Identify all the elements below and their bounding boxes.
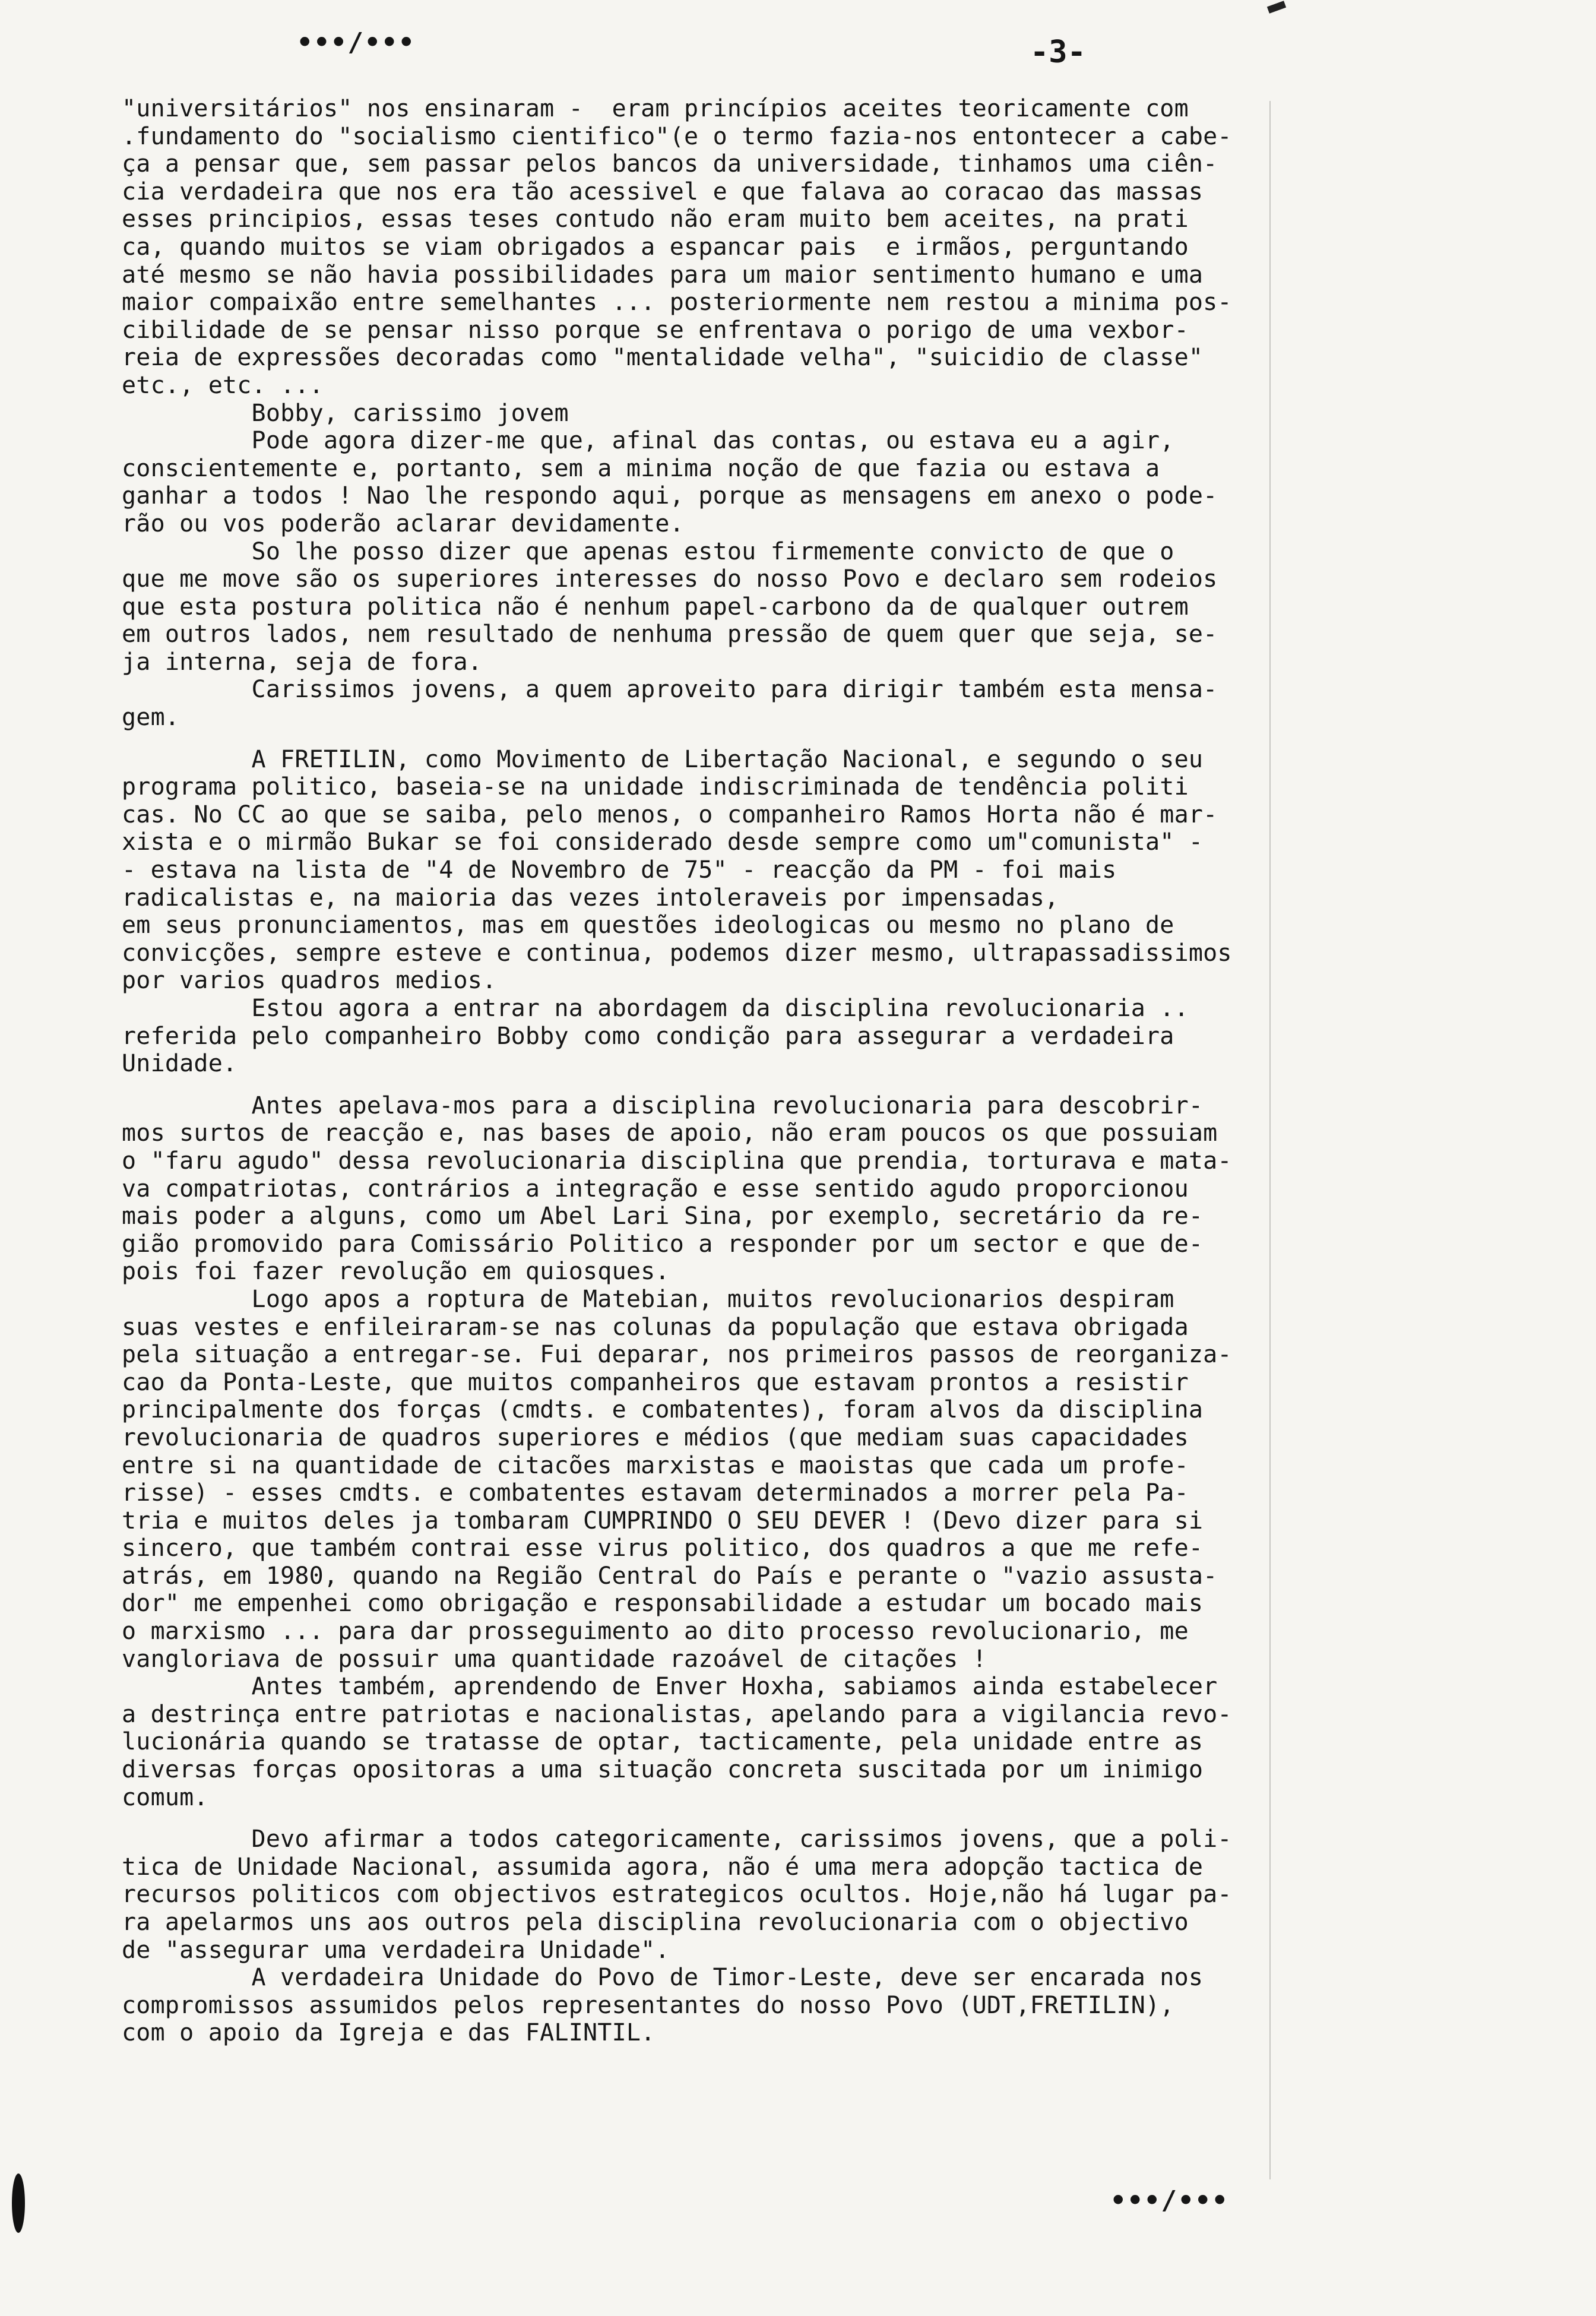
text-line: por varios quadros medios. [122, 967, 497, 995]
text-line: até mesmo se não havia possibilidades para um maior sentimento humano e uma [122, 261, 1204, 289]
text-line: A verdadeira Unidade do Povo de Timor-Leste, deve ser encarada nos [122, 1964, 1204, 1992]
text-line: rão ou vos poderão aclarar devidamente. [122, 510, 684, 537]
text-line: Carissimos jovens, a quem aproveito para dirigir também esta mensa- [122, 676, 1218, 704]
text-line: Devo afirmar a todos categoricamente, carissimos jovens, que a poli- [122, 1825, 1232, 1853]
text-line [122, 1811, 1487, 1825]
text-line: comum. [122, 1783, 208, 1811]
text-line: Unidade. [122, 1050, 238, 1078]
text-line: vangloriava de possuir uma quantidade razoável de citações ! [122, 1645, 987, 1673]
body-text [122, 95, 1487, 2047]
text-line: o marxismo ... para dar prosseguimento ao dito processo revolucionario, me [122, 1618, 1189, 1646]
text-line: - estava na lista de "4 de Novembro de 75" - reacção da PM - foi mais [122, 856, 1117, 884]
text-line: com o apoio da Igreja e das FALINTIL. [122, 2019, 656, 2047]
text-line: principalmente dos forças (cmdts. e combatentes), foram alvos da disciplina [122, 1396, 1204, 1424]
text-line: reia de expressões decoradas como "mentalidade velha", "suicidio de classe" [122, 344, 1204, 372]
text-line: lucionária quando se tratasse de optar, tacticamente, pela unidade entre as [122, 1728, 1204, 1756]
text-line: pela situação a entregar-se. Fui deparar, nos primeiros passos de reorganiza- [122, 1341, 1232, 1369]
text-line: etc., etc. ... [122, 371, 324, 399]
text-line: maior compaixão entre semelhantes ... posteriormente nem restou a minima pos- [122, 289, 1232, 317]
header-continuation-mark: •••/••• [297, 27, 416, 58]
text-line: "universitários" nos ensinaram - eram princípios aceites teoricamente com [122, 95, 1189, 122]
text-line: Pode agora dizer-me que, afinal das contas, ou estava eu a agir, [122, 427, 1174, 455]
text-line: .fundamento do "socialismo cientifico"(e o termo fazia-nos entontecer a cabe- [122, 122, 1232, 150]
text-line: A FRETILIN, como Movimento de Libertação Nacional, e segundo o seu [122, 745, 1204, 773]
text-line: ra apelarmos uns aos outros pela disciplina revolucionaria com o objectivo [122, 1909, 1189, 1936]
ink-blot [12, 2173, 25, 2233]
text-line: ja interna, seja de fora. [122, 648, 483, 676]
text-line: Antes apelava-mos para a disciplina revolucionaria para descobrir- [122, 1091, 1204, 1119]
page-number: -3- [1030, 34, 1086, 70]
text-line: risse) - esses cmdts. e combatentes estavam determinados a morrer pela Pa- [122, 1479, 1189, 1507]
text-line: a destrinça entre patriotas e nacionalistas, apelando para a vigilancia revo- [122, 1700, 1232, 1728]
text-line: em outros lados, nem resultado de nenhuma pressão de quem quer que seja, se- [122, 621, 1218, 648]
text-line: xista e o mirmão Bukar se foi considerado desde sempre como um"comunista" - [122, 828, 1204, 856]
text-line: atrás, em 1980, quando na Região Central do País e perante o "vazio assusta- [122, 1562, 1218, 1590]
text-line: Logo apos a roptura de Matebian, muitos revolucionarios despiram [122, 1285, 1174, 1313]
ink-mark [1267, 1, 1286, 14]
text-line: ca, quando muitos se viam obrigados a espancar pais e irmãos, perguntando [122, 233, 1189, 261]
text-line: em seus pronunciamentos, mas em questões ideologicas ou mesmo no plano de [122, 912, 1174, 939]
text-line: Antes também, aprendendo de Enver Hoxha, sabiamos ainda estabelecer [122, 1673, 1218, 1701]
text-line: So lhe posso dizer que apenas estou firmemente convicto de que o [122, 537, 1174, 565]
text-line: conscientemente e, portanto, sem a minima noção de que fazia ou estava a [122, 454, 1160, 482]
text-line: sincero, que também contrai esse virus politico, dos quadros a que me refe- [122, 1534, 1204, 1562]
text-line: radicalistas e, na maioria das vezes intoleraveis por impensadas, [122, 884, 1059, 912]
text-line: cao da Ponta-Leste, que muitos companheiros que estavam prontos a resistir [122, 1368, 1189, 1396]
footer-continuation-mark: •••/••• [1110, 2185, 1229, 2216]
text-line: que esta postura politica não é nenhum papel-carbono da de qualquer outrem [122, 593, 1189, 621]
text-line: ça a pensar que, sem passar pelos bancos da universidade, tinhamos uma ciên- [122, 150, 1218, 178]
text-line: tica de Unidade Nacional, assumida agora, não é uma mera adopção tactica de [122, 1853, 1204, 1881]
text-line: que me move são os superiores interesses do nosso Povo e declaro sem rodeios [122, 565, 1218, 593]
text-line: programa politico, baseia-se na unidade indiscriminada de tendência politi [122, 773, 1189, 801]
text-line: suas vestes e enfileiraram-se nas colunas da população que estava obrigada [122, 1313, 1189, 1341]
text-line: pois foi fazer revolução em quiosques. [122, 1258, 670, 1286]
text-line: mais poder a alguns, como um Abel Lari Sina, por exemplo, secretário da re- [122, 1203, 1204, 1230]
text-line: gem. [122, 704, 180, 732]
text-line: esses principios, essas teses contudo não eram muito bem aceites, na prati [122, 205, 1189, 233]
text-line: o "faru agudo" dessa revolucionaria disciplina que prendia, torturava e mata- [122, 1147, 1232, 1175]
text-line: recursos politicos com objectivos estrategicos ocultos. Hoje,não há lugar pa- [122, 1881, 1232, 1909]
text-line: diversas forças opositoras a uma situação concreta suscitada por um inimigo [122, 1756, 1204, 1784]
text-line: cia verdadeira que nos era tão acessivel e que falava ao coracao das massas [122, 178, 1204, 205]
text-line: entre si na quantidade de citacões marxistas e maoistas que cada um profe- [122, 1451, 1189, 1479]
text-line: referida pelo companheiro Bobby como condição para assegurar a verdadeira [122, 1022, 1174, 1050]
text-line [122, 1078, 1487, 1092]
text-line: cibilidade de se pensar nisso porque se enfrentava o porigo de uma vexbor- [122, 316, 1189, 344]
text-line: convicções, sempre esteve e continua, podemos dizer mesmo, ultrapassadissimos [122, 939, 1232, 967]
text-line: gião promovido para Comissário Politico a responder por um sector e que de- [122, 1230, 1204, 1258]
text-line: revolucionaria de quadros superiores e médios (que mediam suas capacidades [122, 1423, 1189, 1451]
text-line: ganhar a todos ! Nao lhe respondo aqui, porque as mensagens em anexo o pode- [122, 482, 1218, 510]
text-line: va compatriotas, contrários a integração e esse sentido agudo proporcionou [122, 1175, 1189, 1203]
text-line: tria e muitos deles ja tombaram CUMPRINDO O SEU DEVER ! (Devo dizer para si [122, 1507, 1204, 1534]
text-line: cas. No CC ao que se saiba, pelo menos, o companheiro Ramos Horta não é mar- [122, 801, 1218, 828]
text-line [122, 732, 1487, 746]
text-line: compromissos assumidos pelos representantes do nosso Povo (UDT,FRETILIN), [122, 1991, 1174, 2019]
text-line: Bobby, carissimo jovem [122, 399, 569, 427]
text-line: de "assegurar uma verdadeira Unidade". [122, 1936, 670, 1964]
text-line: dor" me empenhei como obrigação e responsabilidade a estudar um bocado mais [122, 1590, 1204, 1618]
text-line: mos surtos de reacção e, nas bases de apoio, não eram poucos os que possuiam [122, 1119, 1218, 1147]
text-line: Estou agora a entrar na abordagem da disciplina revolucionaria .. [122, 995, 1189, 1022]
